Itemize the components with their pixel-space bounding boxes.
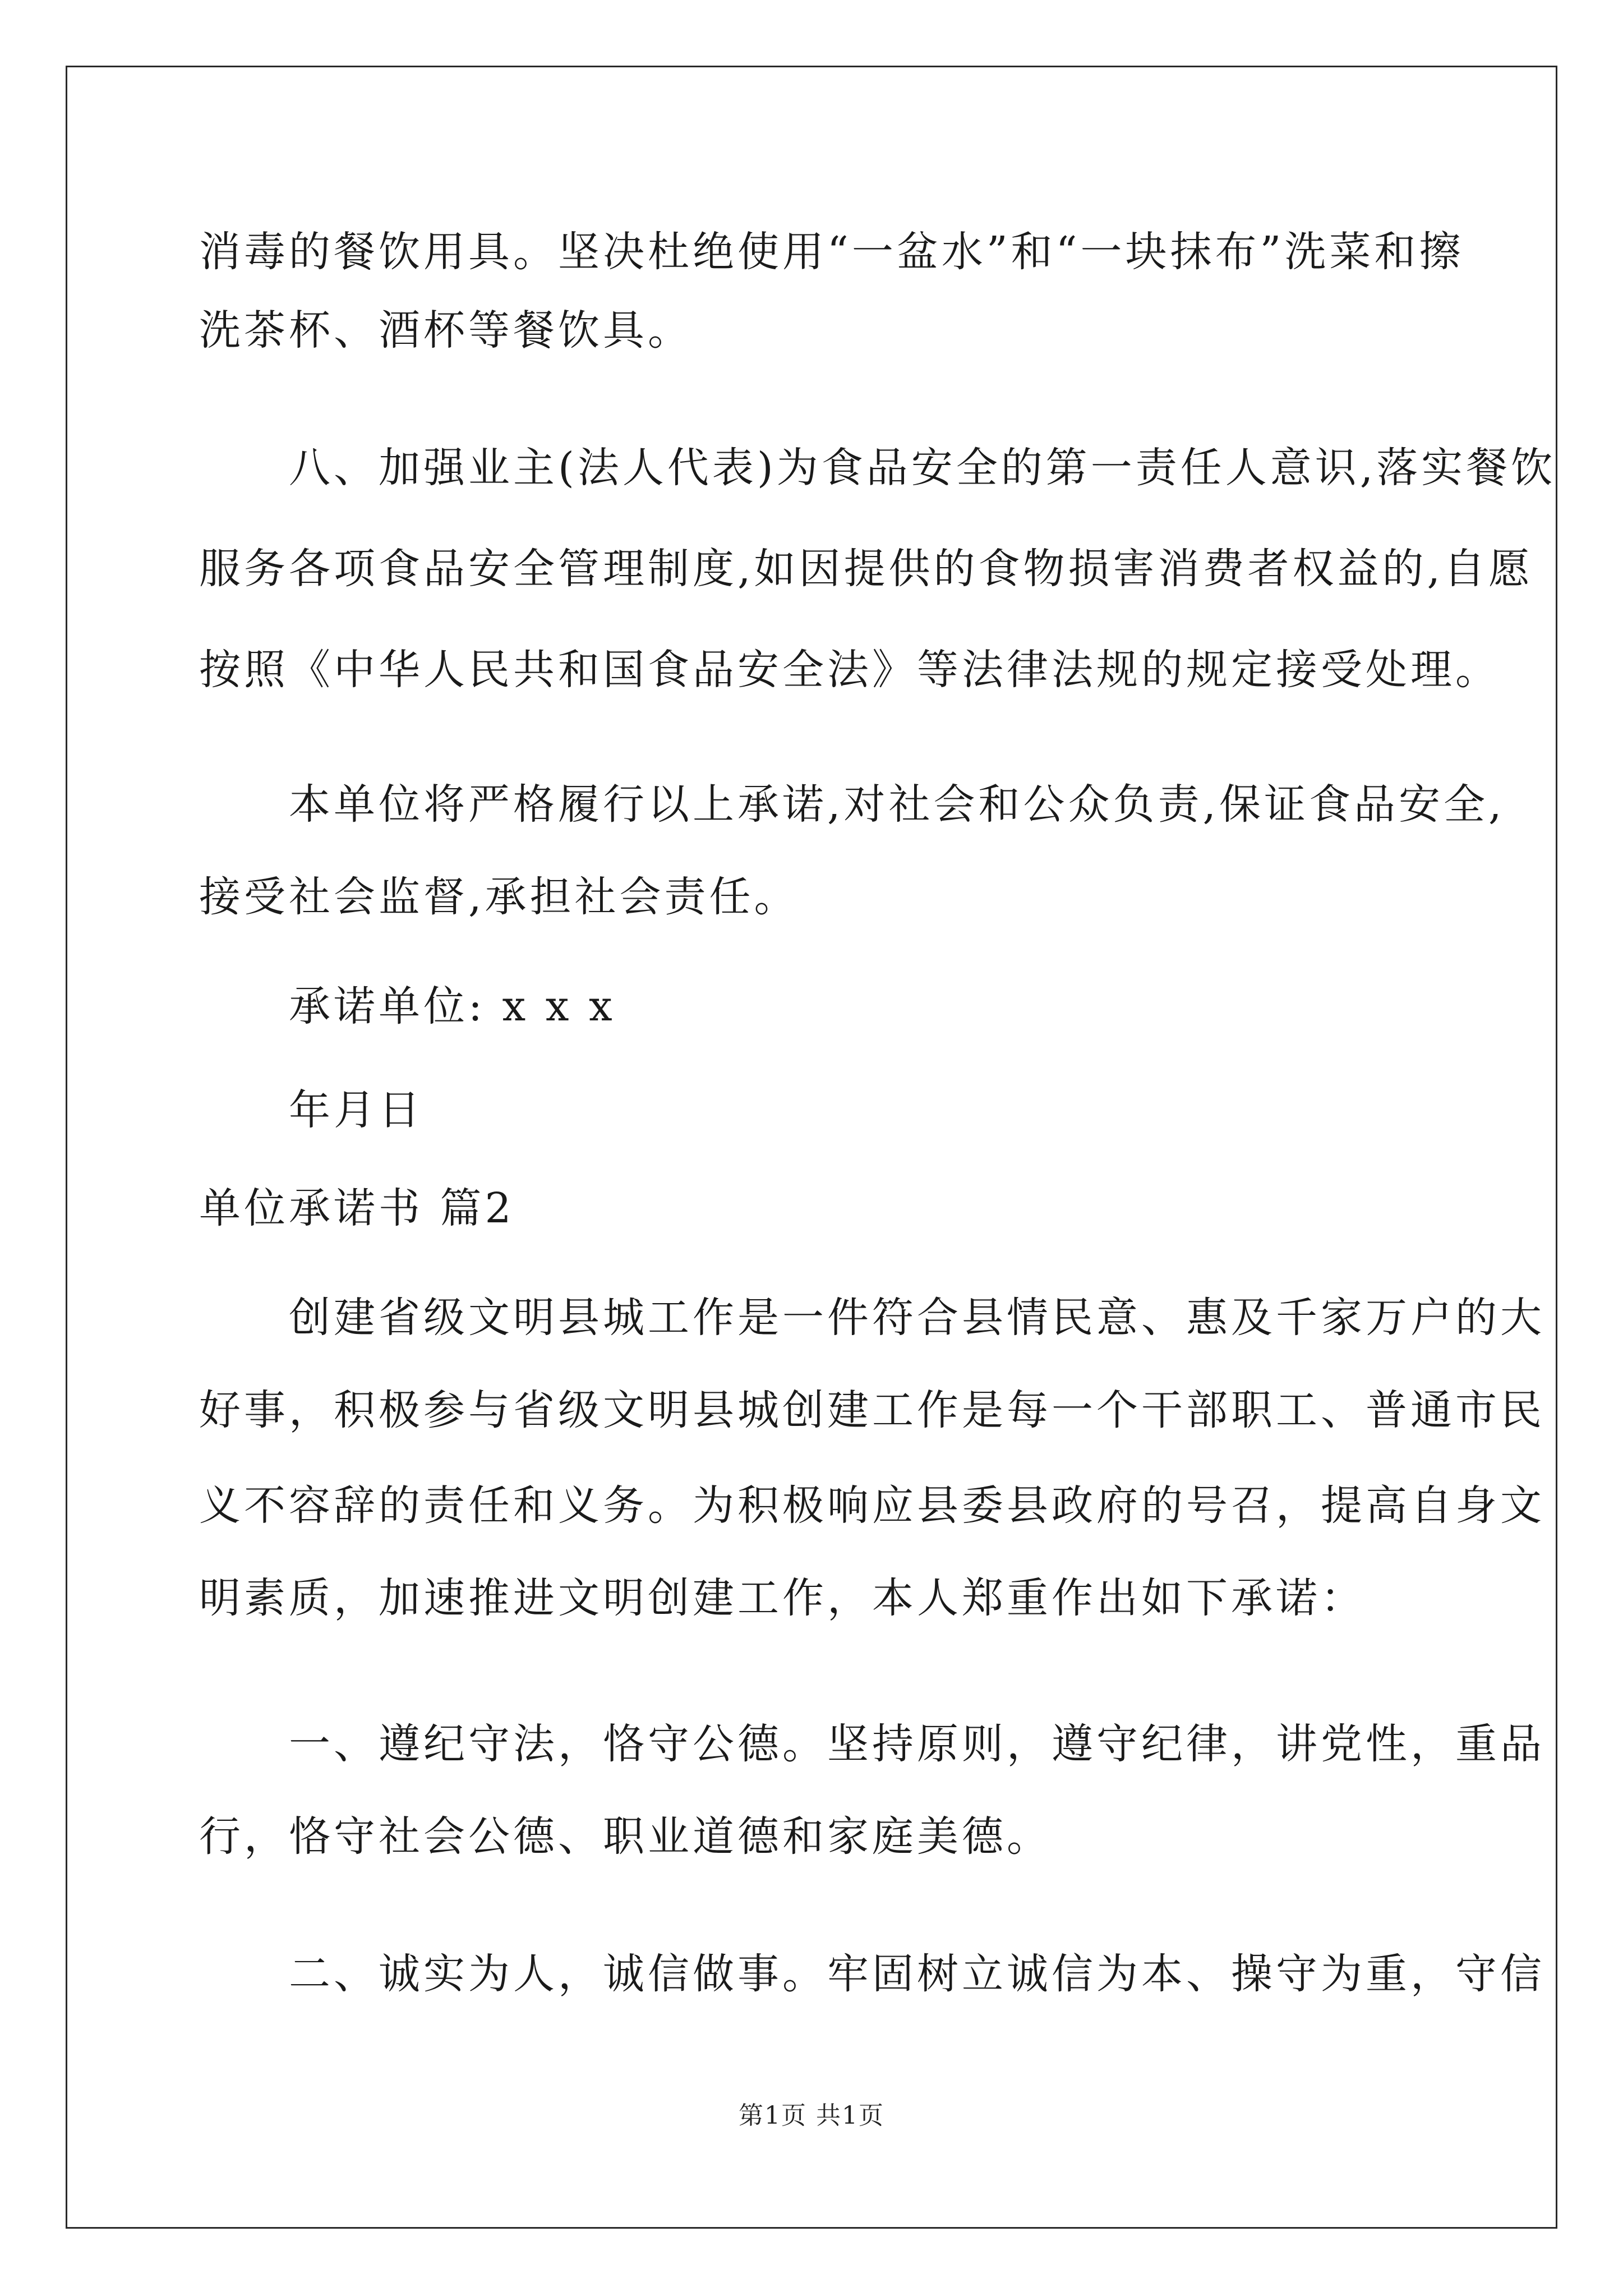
text-line: 承诺单位: x x x bbox=[199, 982, 616, 1030]
page-border bbox=[66, 66, 1557, 2229]
text-line: 八、加强业主(法人代表)为食品安全的第一责任人意识,落实餐饮 bbox=[199, 444, 1556, 492]
text-line: 本单位将严格履行以上承诺,对社会和公众负责,保证食品安全, bbox=[199, 780, 1505, 829]
text-line: 按照《中华人民共和国食品安全法》等法律法规的规定接受处理。 bbox=[199, 646, 1500, 694]
text-line: 服务各项食品安全管理制度,如因提供的食物损害消费者权益的,自愿 bbox=[199, 545, 1534, 593]
text-line: 义不容辞的责任和义务。为积极响应县委县政府的号召，提高自身文 bbox=[199, 1481, 1545, 1530]
text-line: 行，恪守社会公德、职业道德和家庭美德。 bbox=[199, 1812, 1052, 1861]
page-footer: 第1页 共1页 bbox=[739, 2101, 884, 2130]
text-line: 年月日 bbox=[199, 1086, 423, 1134]
text-line: 接受社会监督,承担社会责任。 bbox=[199, 873, 799, 921]
text-line: 一、遵纪守法，恪守公德。坚持原则，遵守纪律，讲党性，重品 bbox=[199, 1720, 1545, 1768]
text-line: 创建省级文明县城工作是一件符合县情民意、惠及千家万户的大 bbox=[199, 1294, 1545, 1342]
text-line: 好事，积极参与省级文明县城创建工作是每一个干部职工、普通市民 bbox=[199, 1386, 1545, 1434]
section-heading: 单位承诺书 篇2 bbox=[199, 1184, 515, 1232]
text-line: 洗茶杯、酒杯等餐饮具。 bbox=[199, 306, 693, 355]
text-line: 消毒的餐饮用具。坚决杜绝使用“一盆水”和“一块抹布”洗菜和擦 bbox=[199, 228, 1464, 276]
text-line: 二、诚实为人，诚信做事。牢固树立诚信为本、操守为重，守信 bbox=[199, 1950, 1545, 1998]
text-line: 明素质，加速推进文明创建工作，本人郑重作出如下承诺： bbox=[199, 1574, 1366, 1622]
